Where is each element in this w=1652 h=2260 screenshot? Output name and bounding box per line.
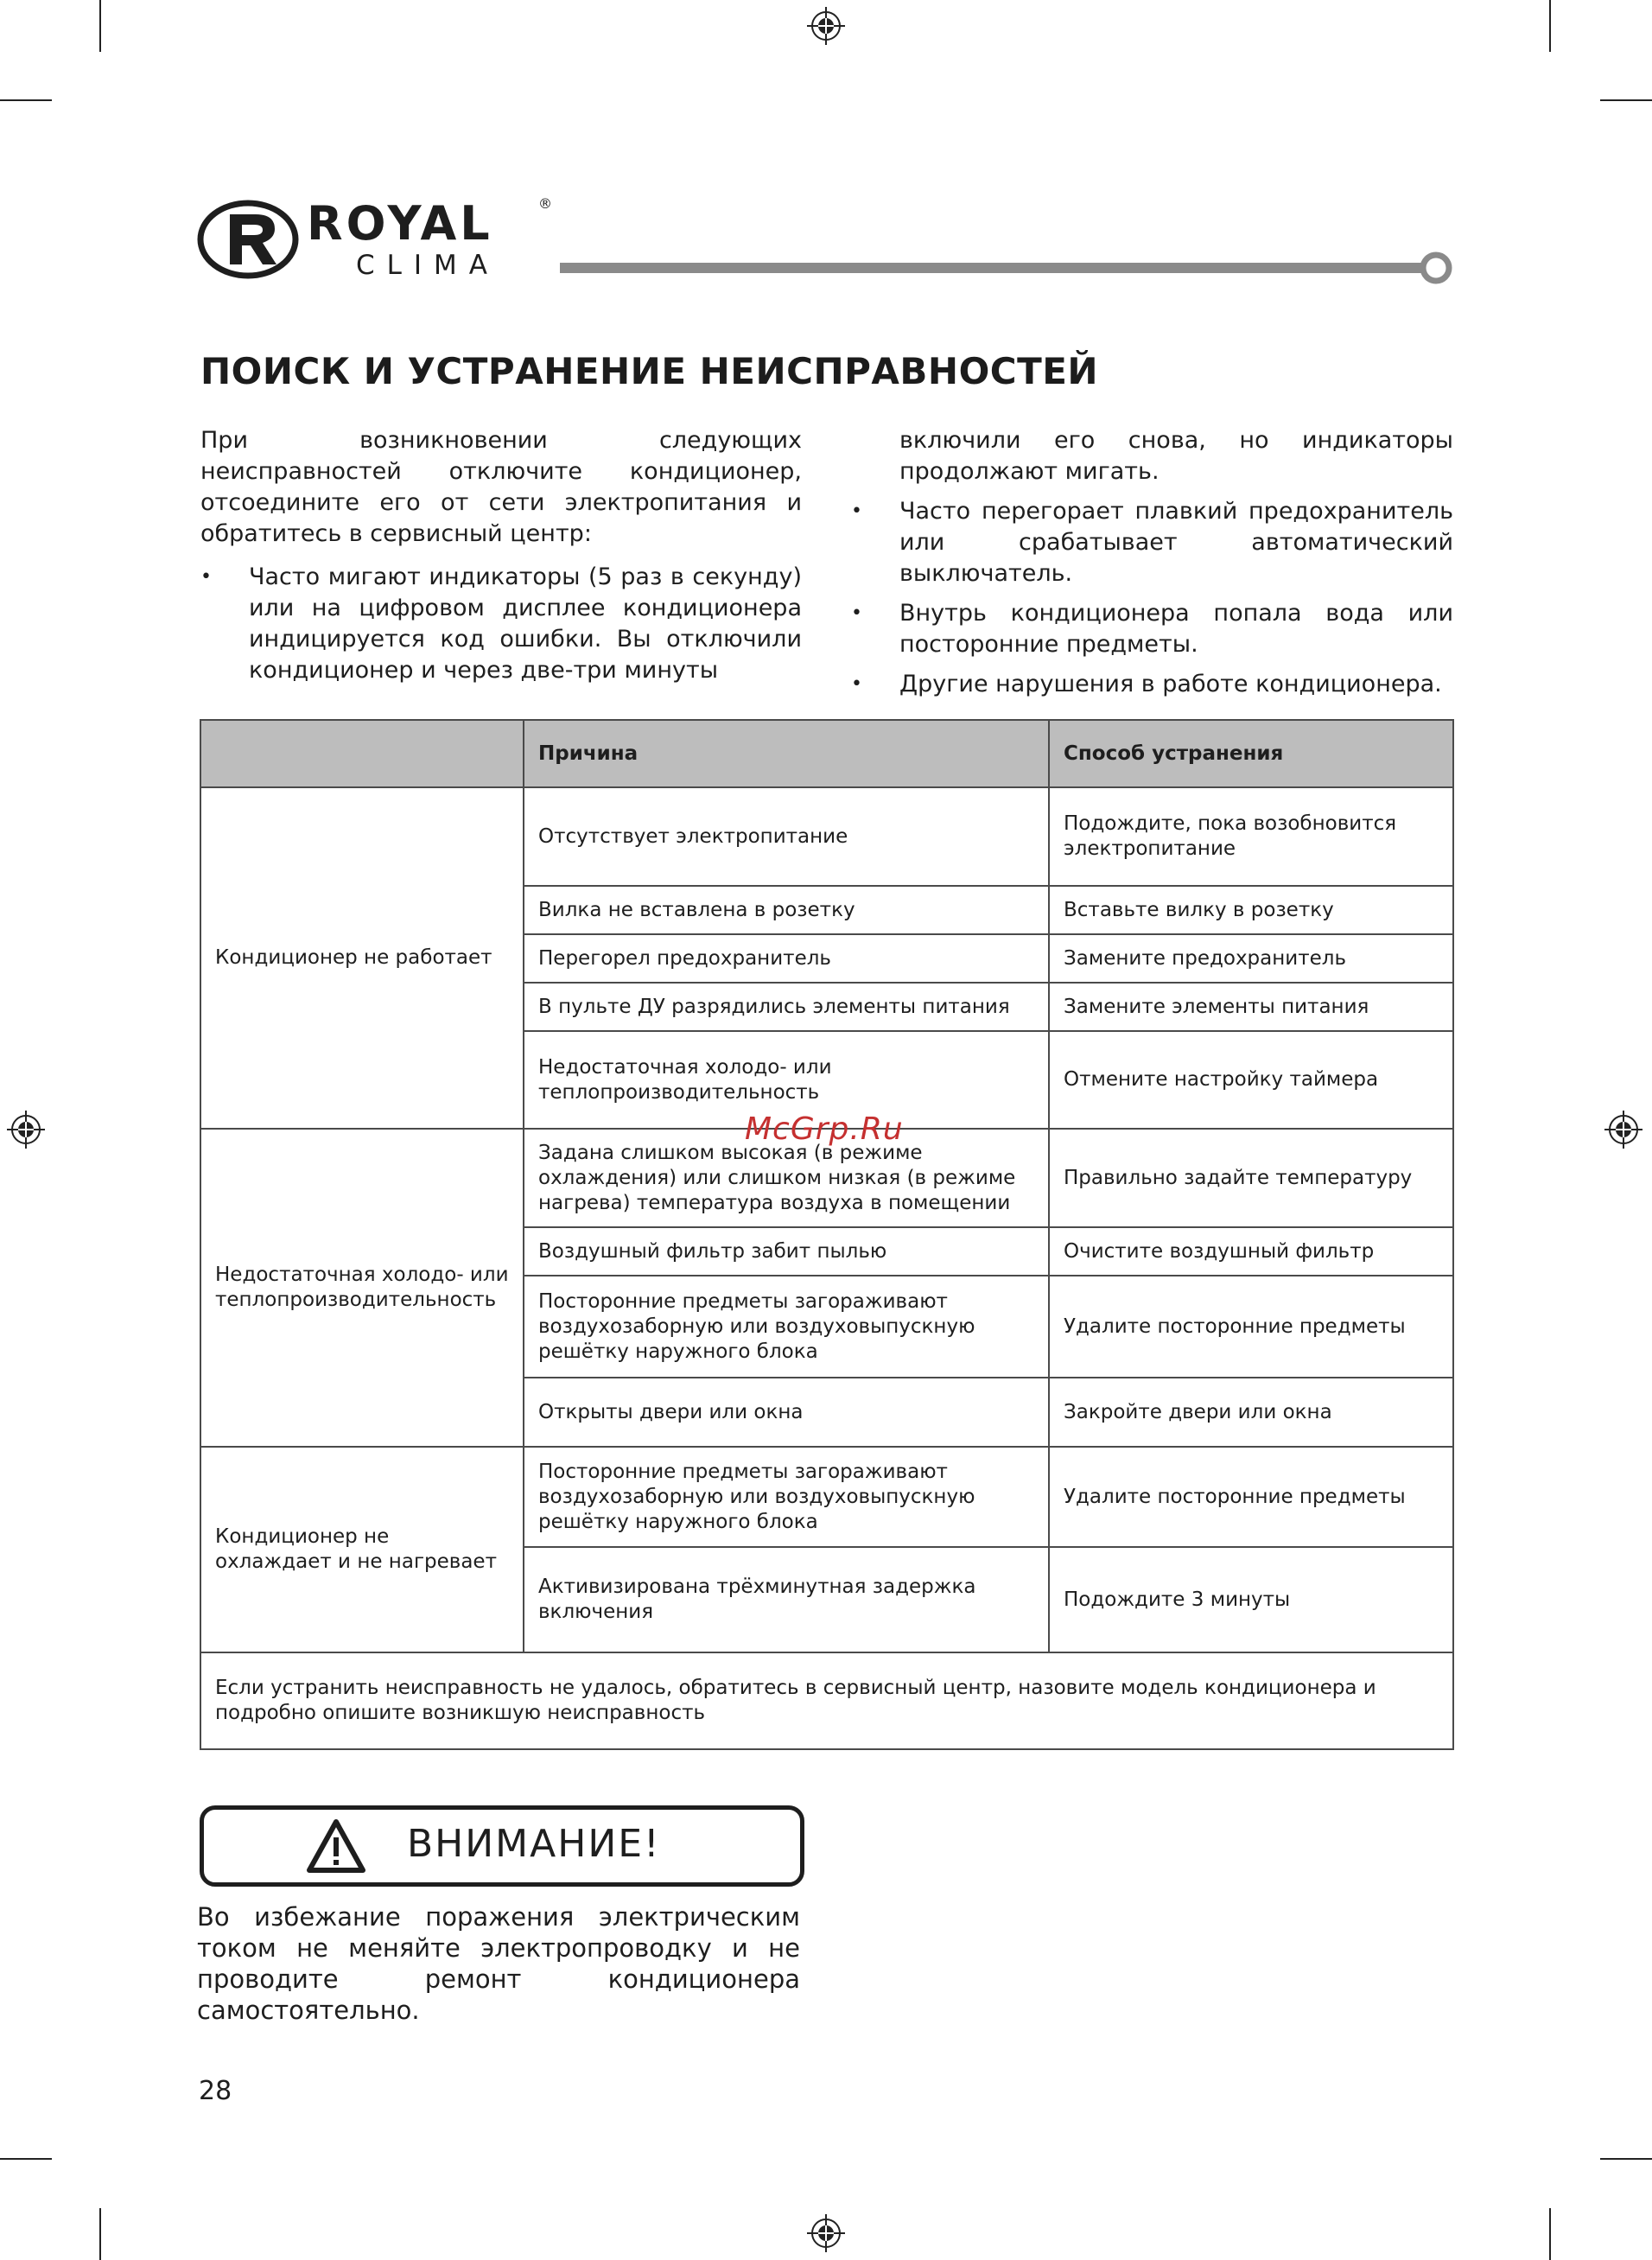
crop-mark [1600, 99, 1652, 101]
cause-cell: Задана слишком высокая (в режиме охлаждения) или слишком низкая (в режиме нагрева) температура воздуха в помещении [524, 1129, 1049, 1227]
cause-cell: Посторонние предметы загораживают воздухозаборную или воздуховыпускную решётку наружного блока [524, 1447, 1049, 1547]
registered-mark: ® [538, 195, 552, 212]
fix-cell: Правильно задайте температуру [1049, 1129, 1453, 1227]
registration-mark-icon [807, 2214, 845, 2252]
cause-cell: Недостаточная холодо- или теплопроизводительность [524, 1031, 1049, 1129]
fix-cell: Вставьте вилку в розетку [1049, 886, 1453, 934]
intro-paragraph: При возникновении следующих неисправностей отключите кондиционер, отсоедините его от сети электропитания и обратитесь в сервисный центр: [200, 427, 802, 547]
bullet-symbol: • [851, 673, 862, 695]
cause-cell: Перегорел предохранитель [524, 934, 1049, 983]
page-number: 28 [199, 2076, 232, 2106]
table-row [200, 787, 1453, 886]
bullet-symbol: • [851, 602, 862, 624]
watermark: McGrp.Ru [745, 1111, 904, 1147]
bullet-symbol: • [851, 500, 862, 522]
bullet-item [200, 562, 802, 686]
registration-mark-icon [7, 1111, 45, 1149]
fix-cell: Удалите посторонние предметы [1049, 1276, 1453, 1378]
crop-mark [1549, 0, 1551, 52]
problem-cell: Кондиционер не работает [200, 787, 524, 1129]
bullet-text: Внутрь кондиционера попала вода или посторонние предметы. [899, 600, 1453, 658]
crop-mark [99, 2208, 101, 2260]
warning-triangle-icon [306, 1818, 366, 1874]
bullet-text: Другие нарушения в работе кондиционера. [899, 671, 1442, 697]
header-problem [200, 720, 524, 787]
fix-cell: Очистите воздушный фильтр [1049, 1227, 1453, 1276]
brand-logo [307, 195, 552, 281]
fix-cell: Закройте двери или окна [1049, 1378, 1453, 1447]
bullet-item [851, 496, 1453, 589]
registration-mark-icon [1604, 1111, 1642, 1149]
fix-cell: Подождите, пока возобновится электропитание [1049, 787, 1453, 886]
problem-cell: Недостаточная холодо- или теплопроизводительность [200, 1129, 524, 1447]
fix-cell: Подождите 3 минуты [1049, 1547, 1453, 1652]
fix-cell: Удалите посторонние предметы [1049, 1447, 1453, 1547]
bullet-text: включили его снова, но индикаторы продолжают мигать. [899, 427, 1453, 485]
bullet-text: Часто мигают индикаторы (5 раз в секунду) или на цифровом дисплее кондиционера индицируется код ошибки. Вы отключили кондиционер и через две-три минуты [249, 563, 802, 684]
fix-cell: Отмените настройку таймера [1049, 1031, 1453, 1129]
bullet-symbol: • [200, 566, 212, 588]
bullet-text: Часто перегорает плавкий предохранитель или срабатывает автоматический выключатель. [899, 498, 1453, 587]
fix-cell: Замените предохранитель [1049, 934, 1453, 983]
brand-name: ROYAL [307, 196, 493, 251]
problem-cell: Кондиционер не охлаждает и не нагревает [200, 1447, 524, 1652]
warning-box [200, 1805, 804, 1887]
table-row [200, 1447, 1453, 1547]
table-footer-row [200, 1652, 1453, 1749]
header-ring-icon [1419, 251, 1453, 285]
crop-mark [1549, 2208, 1551, 2260]
royal-clima-logo-icon [197, 199, 299, 280]
warning-title: ВНИМАНИЕ! [407, 1822, 661, 1866]
cause-cell: Отсутствует электропитание [524, 787, 1049, 886]
brand-sub: CLIMA [356, 250, 500, 281]
troubleshooting-table [200, 719, 1454, 1750]
crop-mark [0, 2158, 52, 2160]
crop-mark [99, 0, 101, 52]
cause-cell: Активизирована трёхминутная задержка включения [524, 1547, 1049, 1652]
bullet-item-continued [851, 425, 1453, 487]
crop-mark [0, 99, 52, 101]
table-header-row [200, 720, 1453, 787]
cause-cell: Воздушный фильтр забит пылью [524, 1227, 1049, 1276]
page-title: ПОИСК И УСТРАНЕНИЕ НЕИСПРАВНОСТЕЙ [200, 350, 1099, 392]
cause-cell: Вилка не вставлена в розетку [524, 886, 1049, 934]
intro-column-right [851, 425, 1453, 700]
table-footer-note: Если устранить неисправность не удалось, обратитесь в сервисный центр, назовите модель кондиционера и подробно опишите возникшую неисправность [200, 1652, 1453, 1749]
header-cause: Причина [524, 720, 1049, 787]
header-fix: Способ устранения [1049, 720, 1453, 787]
fix-cell: Замените элементы питания [1049, 983, 1453, 1031]
header-rule [560, 263, 1426, 273]
cause-cell: В пульте ДУ разрядились элементы питания [524, 983, 1049, 1031]
bullet-item [851, 669, 1453, 700]
cause-cell: Открыты двери или окна [524, 1378, 1049, 1447]
crop-mark [1600, 2158, 1652, 2160]
cause-cell: Посторонние предметы загораживают воздухозаборную или воздуховыпускную решётку наружного блока [524, 1276, 1049, 1378]
registration-mark-icon [807, 7, 845, 45]
warning-text: Во избежание поражения электрическим током не меняйте электропроводку и не проводите ремонт кондиционера самостоятельно. [197, 1902, 800, 2025]
intro-column-left [200, 425, 802, 686]
bullet-item [851, 598, 1453, 660]
